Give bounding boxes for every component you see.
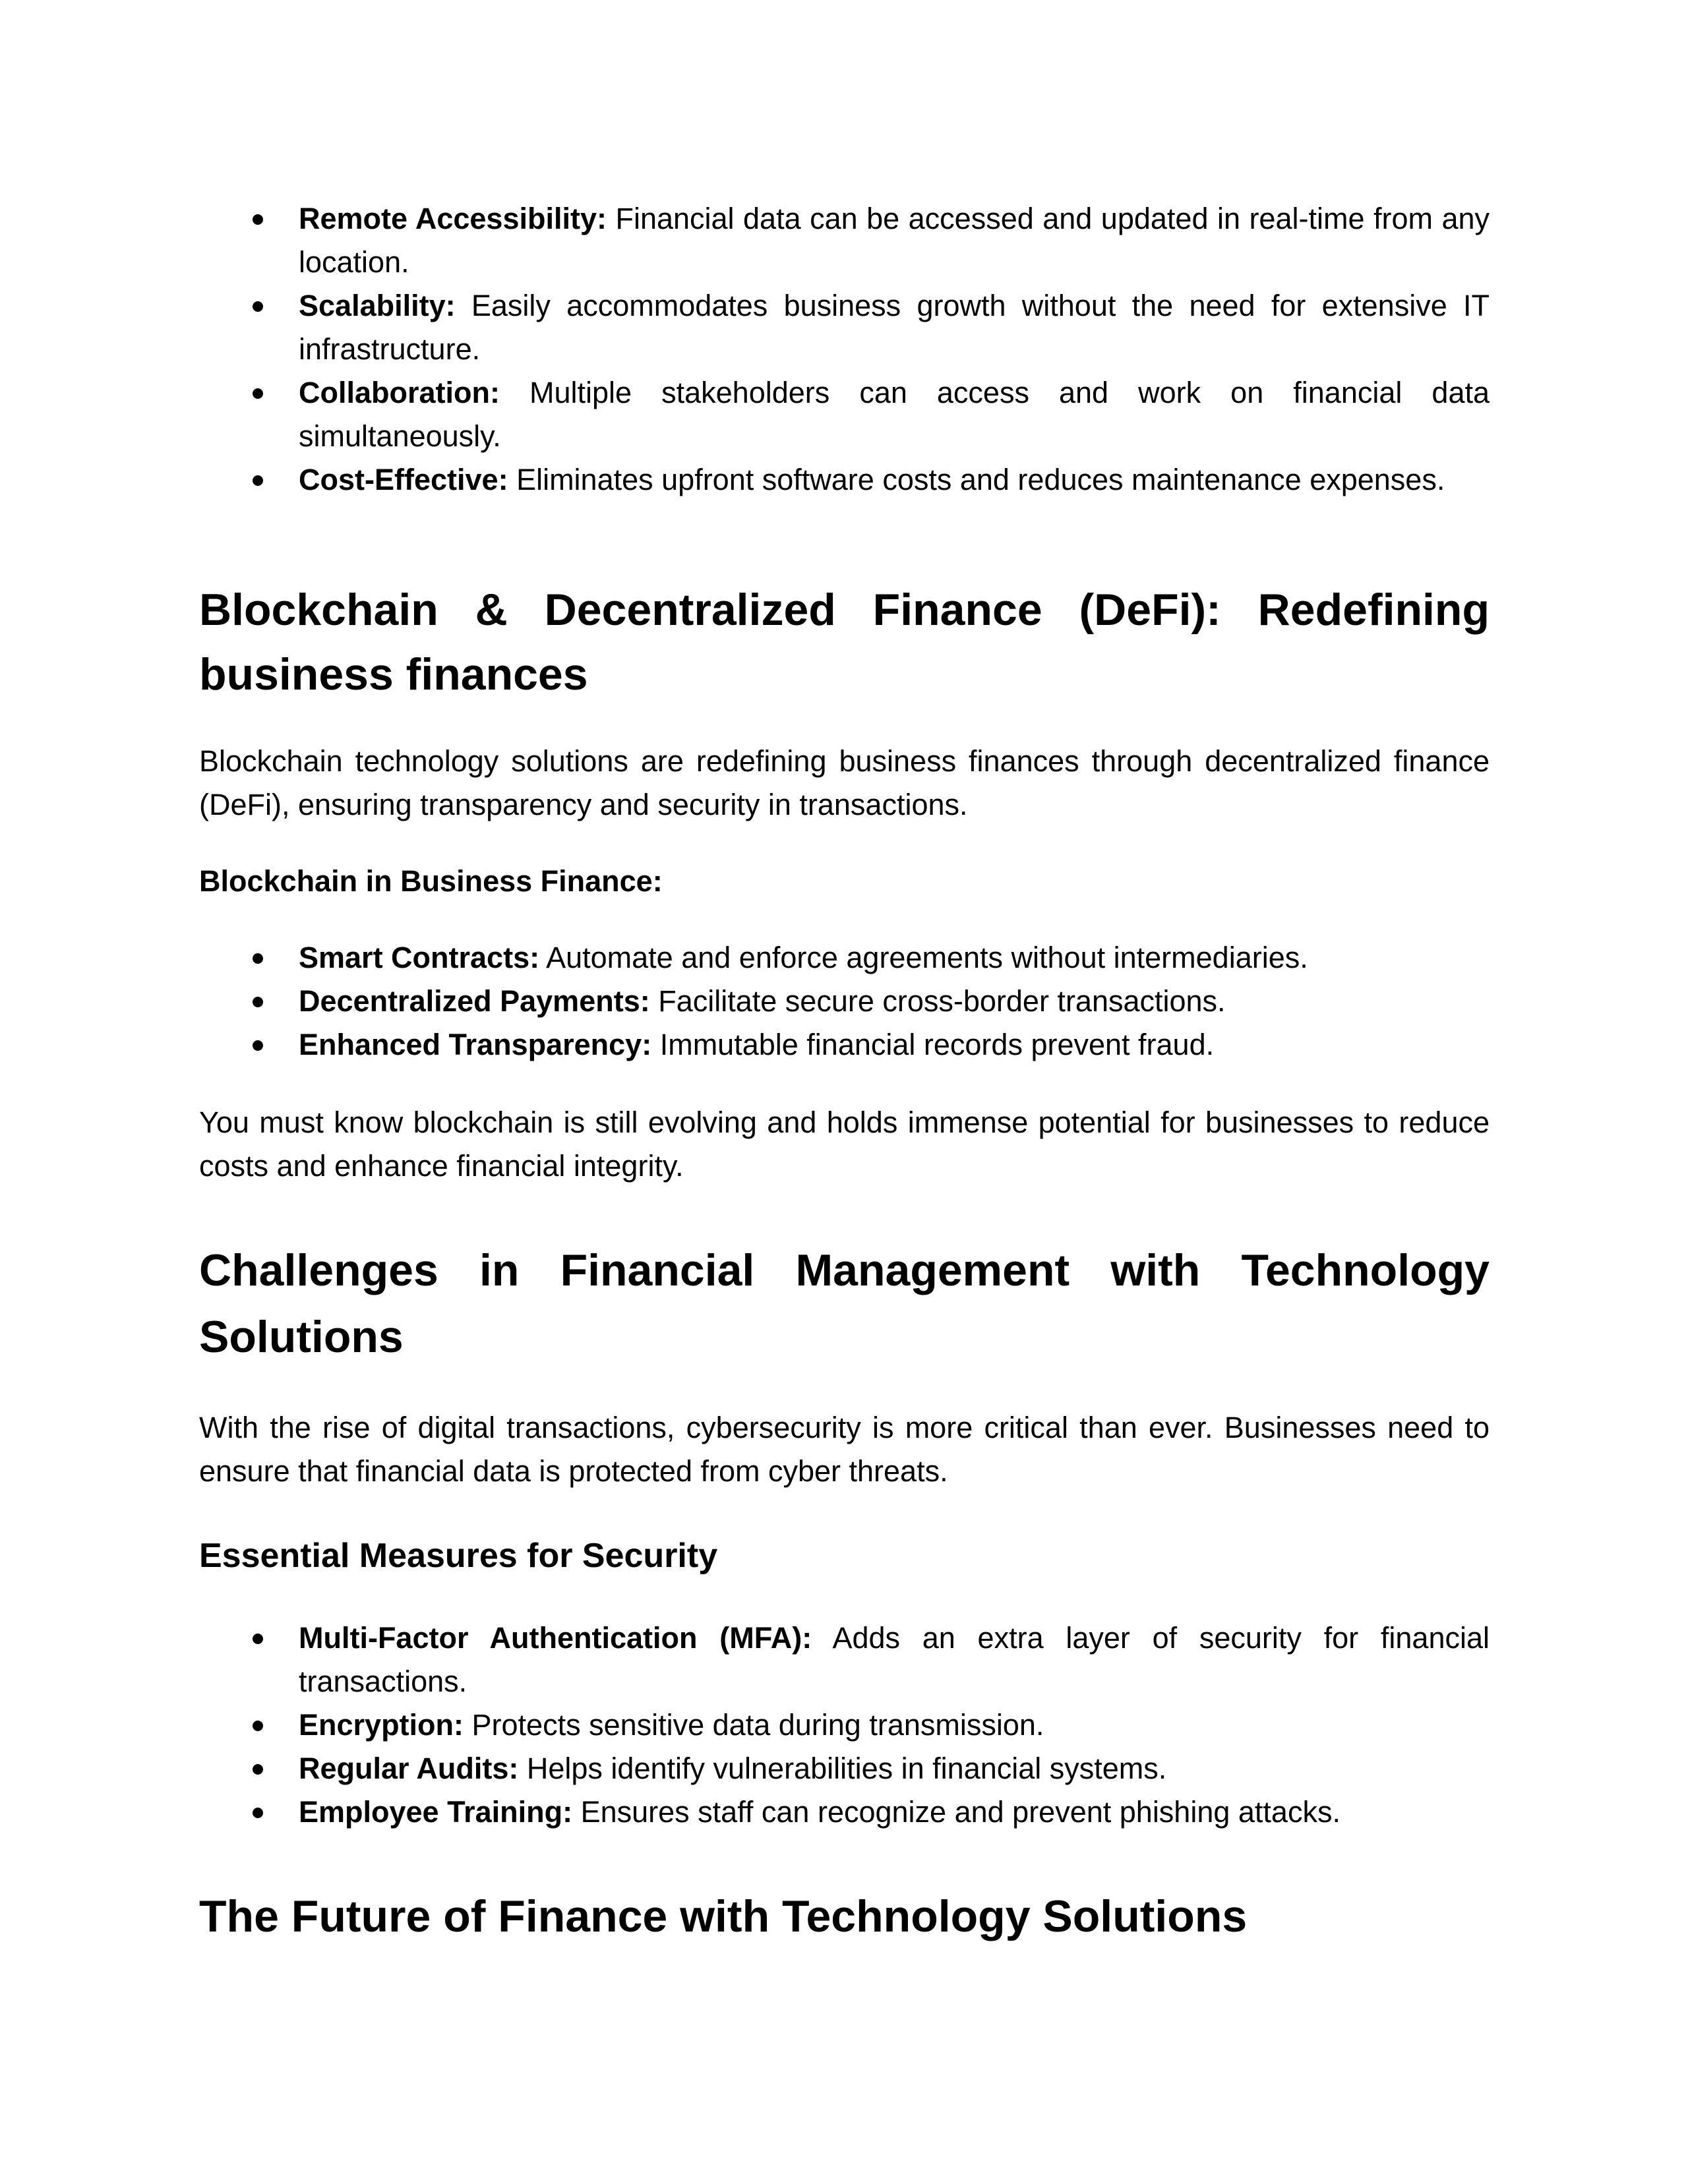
item-text: Adds an extra layer of security for financial transactions.: [299, 1621, 1490, 1698]
list-item: [199, 197, 1490, 284]
challenges-heading: Challenges in Financial Management with Technology Solutions: [199, 1245, 1490, 1362]
item-text: Multiple stakeholders can access and work on financial data simultaneously.: [299, 376, 1490, 453]
bullet-icon: [253, 1040, 263, 1051]
list-item: [199, 1023, 1490, 1067]
item-term: Remote Accessibility:: [299, 202, 607, 235]
list-item: [199, 458, 1490, 502]
item-text: Facilitate secure cross-border transactions.: [649, 984, 1226, 1018]
list-item: [199, 1790, 1490, 1834]
list-item: [199, 1703, 1490, 1747]
item-text: Helps identify vulnerabilities in financial systems.: [518, 1752, 1167, 1785]
blockchain-heading: Blockchain & Decentralized Finance (DeFi): Redefining business finances: [199, 585, 1490, 699]
future-heading: The Future of Finance with Technology Solutions: [199, 1891, 1248, 1941]
list-item: [199, 936, 1490, 980]
item-term: Regular Audits:: [299, 1752, 519, 1785]
item-term: Encryption:: [299, 1708, 464, 1742]
item-text: Protects sensitive data during transmission.: [464, 1708, 1044, 1742]
item-term: Smart Contracts:: [299, 941, 540, 974]
security-subheading: Essential Measures for Security: [199, 1537, 718, 1575]
list-item: [199, 371, 1490, 458]
item-text: Eliminates upfront software costs and reduces maintenance expenses.: [508, 463, 1445, 496]
item-term: Enhanced Transparency:: [299, 1028, 652, 1061]
item-text: Ensures staff can recognize and prevent phishing attacks.: [572, 1795, 1341, 1829]
bullet-icon: [253, 1634, 263, 1644]
bullet-icon: [253, 953, 263, 964]
item-term: Collaboration:: [299, 376, 500, 409]
item-term: Employee Training:: [299, 1795, 573, 1829]
blockchain-outro: You must know blockchain is still evolving and holds immense potential for businesses to reduce costs and enhance financial integrity.: [199, 1106, 1490, 1183]
bullet-icon: [253, 1808, 263, 1818]
list-item: [199, 1616, 1490, 1703]
bullet-icon: [253, 1721, 263, 1731]
bullet-icon: [253, 997, 263, 1007]
bullet-icon: [253, 388, 263, 399]
list-item: [199, 980, 1490, 1023]
item-text: Easily accommodates business growth without the need for extensive IT infrastructure.: [299, 289, 1490, 366]
challenges-intro: With the rise of digital transactions, cybersecurity is more critical than ever. Businesses need to ensure that financial data is protected from cyber threats.: [199, 1411, 1490, 1488]
list-item: [199, 1747, 1490, 1790]
blockchain-subheading: Blockchain in Business Finance:: [199, 864, 663, 898]
item-term: Multi-Factor Authentication (MFA):: [299, 1621, 812, 1655]
item-term: Cost-Effective:: [299, 463, 508, 496]
item-text: Automate and enforce agreements without intermediaries.: [539, 941, 1308, 974]
bullet-icon: [253, 1764, 263, 1775]
bullet-icon: [253, 301, 263, 312]
item-text: Financial data can be accessed and updated in real-time from any location.: [299, 202, 1490, 279]
list-item: [199, 284, 1490, 371]
item-text: Immutable financial records prevent fraud.: [651, 1028, 1215, 1061]
item-term: Decentralized Payments:: [299, 984, 650, 1018]
bullet-icon: [253, 475, 263, 486]
cloud-benefits-list: [199, 197, 1490, 502]
blockchain-list: [199, 936, 1490, 1067]
security-list: [199, 1616, 1490, 1834]
blockchain-intro: Blockchain technology solutions are redefining business finances through decentralized finance (DeFi), ensuring transparency and security in transactions.: [199, 744, 1490, 821]
bullet-icon: [253, 214, 263, 225]
item-term: Scalability:: [299, 289, 456, 322]
